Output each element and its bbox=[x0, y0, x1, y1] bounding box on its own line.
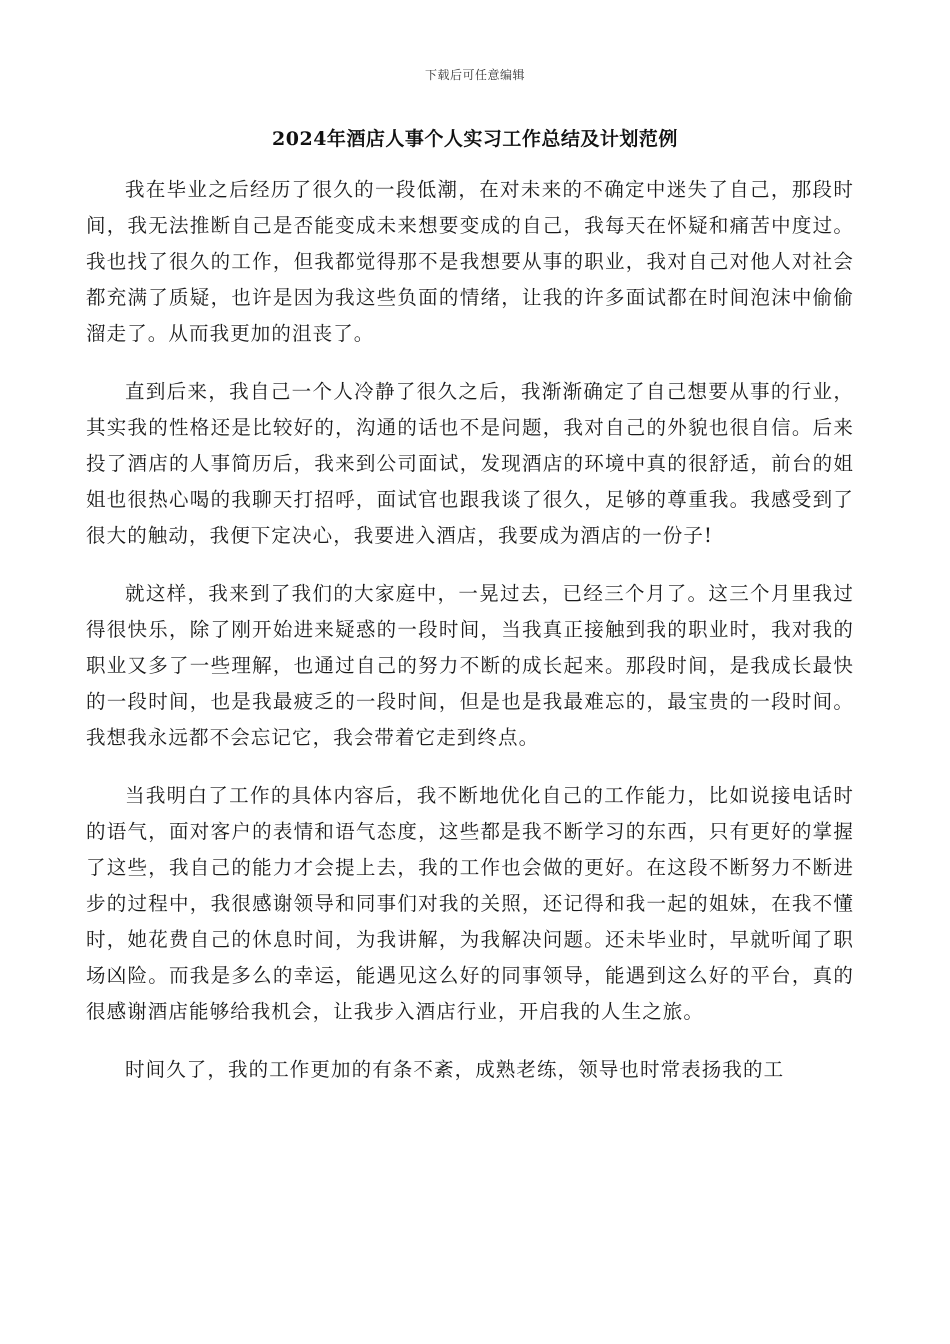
paragraph: 我在毕业之后经历了很久的一段低潮，在对未来的不确定中迷失了自己，那段时间，我无法推断自己是否能变成未来想要变成的自己，我每天在怀疑和痛苦中度过。我也找了很久的工作，但我都觉得那不是我想要从事的职业，我对自己对他人对社会都充满了质疑，也许是因为我这些负面的情绪，让我的许多面试都在时间泡沫中偷偷溜走了。从而我更加的沮丧了。 bbox=[86, 178, 854, 345]
page-header-note: 下载后可任意编辑 bbox=[424, 68, 525, 82]
paragraph: 当我明白了工作的具体内容后，我不断地优化自己的工作能力，比如说接电话时的语气，面对客户的表情和语气态度，这些都是我不断学习的东西，只有更好的掌握了这些，我自己的能力才会提上去，我的工作也会做的更好。在这段不断努力不断进步的过程中，我很感谢领导和同事们对我的关照，还记得和我一起的姐妹，在我不懂时，她花费自己的休息时间，为我讲解，为我解决问题。还未毕业时，早就听闻了职场凶险。而我是多么的幸运，能遇见这么好的同事领导，能遇到这么好的平台，真的很感谢酒店能够给我机会，让我步入酒店行业，开启我的人生之旅。 bbox=[86, 784, 854, 1023]
paragraph: 就这样，我来到了我们的大家庭中，一晃过去，已经三个月了。这三个月里我过得很快乐，除了刚开始进来疑惑的一段时间，当我真正接触到我的职业时，我对我的职业又多了一些理解，也通过自己的努力不断的成长起来。那段时间，是我成长最快的一段时间，也是我最疲乏的一段时间，但是也是我最难忘的，最宝贵的一段时间。我想我永远都不会忘记它，我会带着它走到终点。 bbox=[86, 582, 854, 749]
paragraph: 时间久了，我的工作更加的有条不紊，成熟老练，领导也时常表扬我的工 bbox=[125, 1058, 785, 1081]
document-body bbox=[86, 172, 854, 1110]
paragraph: 直到后来，我自己一个人冷静了很久之后，我渐渐确定了自己想要从事的行业，其实我的性格还是比较好的，沟通的话也不是问题，我对自己的外貌也很自信。后来投了酒店的人事简历后，我来到公司面试，发现酒店的环境中真的很舒适，前台的姐姐也很热心喝的我聊天打招呼，面试官也跟我谈了很久，足够的尊重我。我感受到了很大的触动，我便下定决心，我要进入酒店，我要成为酒店的一份子! bbox=[86, 380, 854, 547]
document-title: 2024年酒店人事个人实习工作总结及计划范例 bbox=[272, 128, 678, 150]
